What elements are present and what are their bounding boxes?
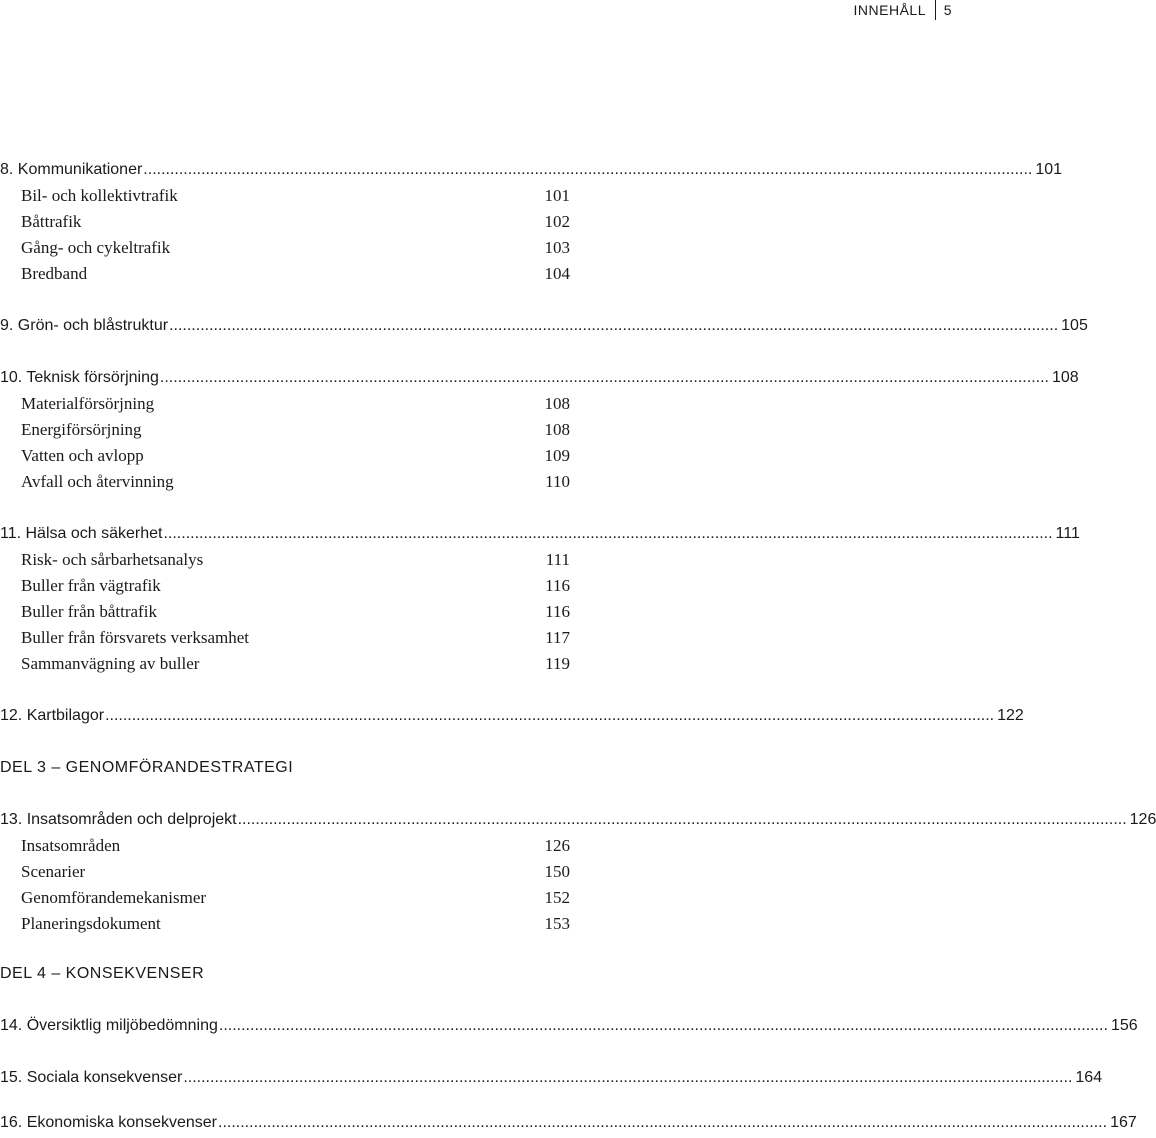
dot-leader: ........................................................................................................................................................................................................	[218, 1114, 1108, 1131]
chapter-page: 156	[1110, 1017, 1138, 1034]
toc-item[interactable]	[0, 417, 570, 443]
toc-item[interactable]	[0, 261, 570, 287]
chapter-page: 111	[1055, 525, 1080, 542]
item-page: 102	[544, 212, 570, 231]
item-title: Scenarier	[21, 862, 86, 881]
item-title: Bredband	[21, 264, 88, 283]
item-page: 152	[544, 888, 570, 907]
toc-chapter-11[interactable]	[0, 521, 1080, 547]
dot-leader: ........................................................................................................................................................................................................	[143, 161, 1033, 178]
item-title: Materialförsörjning	[21, 394, 155, 413]
item-title: Vatten och avlopp	[21, 446, 144, 465]
item-page: 103	[544, 238, 570, 257]
toc-item[interactable]	[0, 573, 570, 599]
toc-item[interactable]	[0, 235, 570, 261]
chapter-title: 11. Hälsa och säkerhet	[0, 525, 163, 542]
chapter-page: 105	[1061, 317, 1088, 334]
chapter-title: 15. Sociala konsekvenser	[0, 1069, 183, 1086]
chapter-title: 9. Grön- och blåstruktur	[0, 317, 169, 334]
chapter-title: 16. Ekonomiska konsekvenser	[0, 1114, 217, 1131]
dot-leader: ........................................................................................................................................................................................................	[163, 525, 1053, 542]
item-title: Risk- och sårbarhetsanalys	[21, 550, 204, 569]
item-page: 101	[544, 186, 570, 205]
item-title: Båttrafik	[21, 212, 82, 231]
item-title: Buller från försvarets verksamhet	[21, 628, 249, 647]
toc-item[interactable]	[0, 209, 570, 235]
item-title: Planeringsdokument	[21, 914, 161, 933]
dot-leader: ........................................................................................................................................................................................................	[105, 707, 995, 724]
part-heading-3: DEL 3 – GENOMFÖRANDESTRATEGI	[0, 759, 294, 776]
toc-chapter-9[interactable]	[0, 313, 1088, 339]
item-title: Gång- och cykeltrafik	[21, 238, 171, 257]
toc-chapter-16[interactable]	[0, 1110, 1137, 1136]
item-title: Buller från vägtrafik	[21, 576, 161, 595]
section-title: INNEHÅLL	[853, 2, 926, 18]
toc-chapter-14[interactable]	[0, 1013, 1138, 1039]
item-page: 109	[544, 446, 570, 465]
toc-chapter-10[interactable]	[0, 365, 1079, 391]
item-title: Insatsområden	[21, 836, 121, 855]
item-page: 104	[544, 264, 570, 283]
chapter-title: 10. Teknisk försörjning	[0, 369, 159, 386]
dot-leader: ........................................................................................................................................................................................................	[159, 369, 1049, 386]
dot-leader: ........................................................................................................................................................................................................	[237, 811, 1127, 828]
toc-item[interactable]	[0, 859, 570, 885]
toc-item[interactable]	[0, 833, 570, 859]
toc-item[interactable]	[0, 183, 570, 209]
item-page: 108	[544, 420, 570, 439]
item-page: 108	[544, 394, 570, 413]
toc-chapter-8[interactable]	[0, 157, 1063, 183]
item-page: 116	[545, 576, 570, 595]
part-heading-4: DEL 4 – KONSEKVENSER	[0, 965, 205, 982]
item-page: 116	[545, 602, 570, 621]
item-title: Buller från båttrafik	[21, 602, 157, 621]
toc-item[interactable]	[0, 443, 570, 469]
dot-leader: ........................................................................................................................................................................................................	[218, 1017, 1108, 1034]
item-title: Avfall och återvinning	[21, 472, 174, 491]
item-page: 117	[545, 628, 570, 647]
toc-item[interactable]	[0, 469, 570, 495]
toc-item[interactable]	[0, 651, 570, 677]
toc-chapter-15[interactable]	[0, 1065, 1103, 1091]
page-header	[0, 0, 960, 22]
toc-item[interactable]	[0, 391, 570, 417]
item-page: 126	[544, 836, 570, 855]
chapter-page: 122	[997, 707, 1024, 724]
page-number: 5	[943, 2, 952, 18]
chapter-title: 14. Översiktlig miljöbedömning	[0, 1017, 218, 1034]
toc-item[interactable]	[0, 885, 570, 911]
item-page: 110	[545, 472, 570, 491]
item-title: Energiförsörjning	[21, 420, 142, 439]
chapter-title: 13. Insatsområden och delprojekt	[0, 811, 237, 828]
toc-item[interactable]	[0, 599, 570, 625]
item-title: Genomförandemekanismer	[21, 888, 207, 907]
chapter-title: 12. Kartbilagor	[0, 707, 105, 724]
toc-chapter-12[interactable]	[0, 703, 1024, 729]
chapter-title: 8. Kommunikationer	[0, 161, 143, 178]
chapter-page: 167	[1110, 1114, 1137, 1131]
header-divider	[935, 0, 936, 20]
item-title: Bil- och kollektivtrafik	[21, 186, 178, 205]
item-page: 111	[545, 550, 570, 569]
chapter-page: 164	[1075, 1069, 1103, 1086]
dot-leader: ........................................................................................................................................................................................................	[169, 317, 1059, 334]
chapter-page: 108	[1051, 369, 1079, 386]
item-page: 150	[544, 862, 570, 881]
toc-item[interactable]	[0, 547, 570, 573]
item-page: 153	[544, 914, 570, 933]
item-title: Sammanvägning av buller	[21, 654, 200, 673]
chapter-page: 126	[1129, 811, 1156, 828]
toc-item[interactable]	[0, 625, 570, 651]
item-page: 119	[545, 654, 570, 673]
toc-chapter-13[interactable]	[0, 807, 1156, 833]
dot-leader: ........................................................................................................................................................................................................	[183, 1069, 1073, 1086]
toc-item[interactable]	[0, 911, 570, 937]
chapter-page: 101	[1035, 161, 1063, 178]
